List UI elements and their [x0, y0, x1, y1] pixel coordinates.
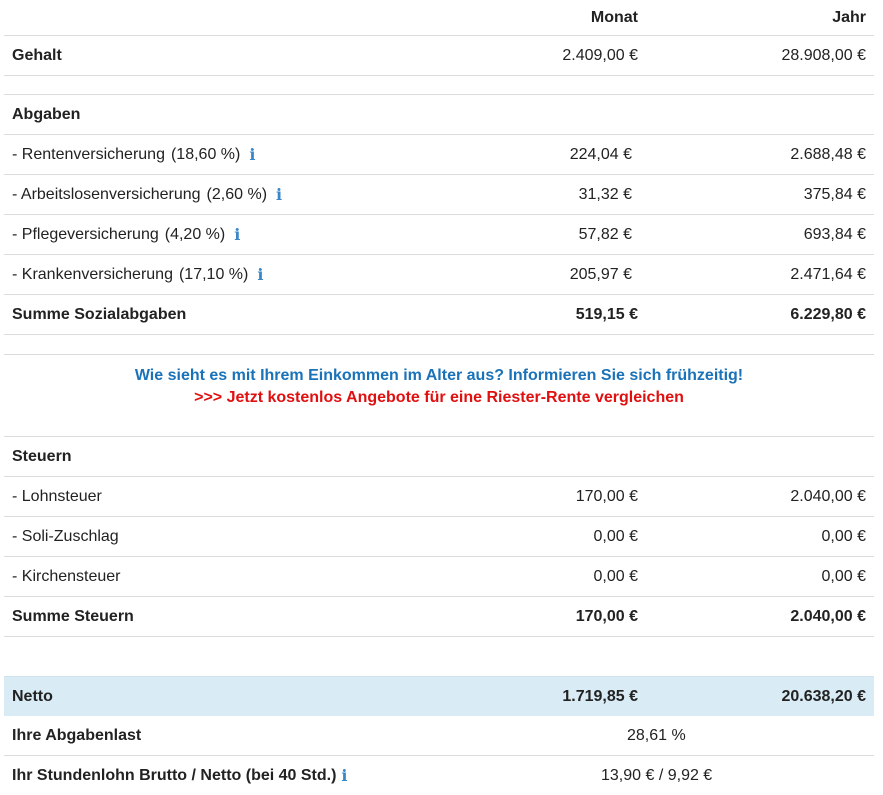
item-label: - Arbeitslosenversicherung	[12, 185, 201, 203]
item-jahr: 0,00 €	[821, 567, 866, 585]
item-monat: 31,32 €	[578, 185, 632, 203]
item-monat: 57,82 €	[578, 225, 632, 243]
item-jahr: 2.688,48 €	[790, 145, 866, 163]
info-icon[interactable]: i	[249, 145, 256, 164]
section-abgaben	[4, 96, 874, 135]
row-abgabenlast	[4, 716, 874, 756]
item-percent: (17,10 %)	[178, 265, 249, 283]
sum-jahr: 2.040,00 €	[790, 607, 866, 625]
sum-label: Summe Steuern	[12, 607, 134, 625]
item-jahr: 375,84 €	[803, 185, 866, 203]
spacer	[4, 335, 874, 355]
item-jahr: 2.040,00 €	[790, 487, 866, 505]
table-row	[4, 517, 874, 557]
row-summe-steuern	[4, 597, 874, 637]
item-percent: (2,60 %)	[206, 185, 268, 203]
item-percent: (18,60 %)	[170, 145, 241, 163]
stundenlohn-label: Ihr Stundenlohn Brutto / Netto (bei 40 Std.)	[12, 766, 337, 784]
item-jahr: 693,84 €	[803, 225, 866, 243]
item-monat: 224,04 €	[569, 145, 632, 163]
row-stundenlohn	[4, 756, 874, 795]
item-monat: 0,00 €	[593, 527, 638, 545]
info-icon[interactable]: i	[234, 225, 241, 244]
item-monat: 0,00 €	[593, 567, 638, 585]
riester-link[interactable]: >>> Jetzt kostenlos Angebote für eine Riester-Rente vergleichen	[194, 389, 684, 406]
item-jahr: 2.471,64 €	[790, 265, 866, 283]
item-percent: (4,20 %)	[164, 225, 226, 243]
spacer	[4, 420, 874, 437]
netto-jahr: 20.638,20 €	[781, 687, 866, 705]
table-row	[4, 255, 874, 295]
item-label: - Rentenversicherung	[12, 145, 165, 163]
abgabenlast-value: 28,61 %	[627, 726, 686, 744]
gehalt-label: Gehalt	[12, 46, 62, 64]
item-monat: 205,97 €	[569, 265, 632, 283]
netto-monat: 1.719,85 €	[562, 687, 638, 705]
info-icon[interactable]: i	[276, 185, 283, 204]
section-steuern	[4, 437, 874, 477]
item-label: - Lohnsteuer	[12, 487, 102, 505]
stundenlohn-value: 13,90 € / 9,92 €	[601, 766, 713, 784]
table-row	[4, 215, 874, 255]
info-icon[interactable]: i	[341, 766, 348, 785]
item-label: - Soli-Zuschlag	[12, 527, 119, 545]
promo-text: Wie sieht es mit Ihrem Einkommen im Alter aus? Informieren Sie sich frühzeitig!	[134, 367, 744, 384]
item-label: - Krankenversicherung	[12, 265, 173, 283]
table-row	[4, 557, 874, 597]
item-label: - Pflegeversicherung	[12, 225, 159, 243]
netto-label: Netto	[12, 687, 53, 705]
item-monat: 170,00 €	[575, 487, 638, 505]
abgabenlast-label: Ihre Abgabenlast	[12, 726, 142, 744]
sum-monat: 519,15 €	[575, 305, 638, 323]
sum-label: Summe Sozialabgaben	[12, 305, 187, 323]
steuern-title: Steuern	[12, 447, 72, 465]
header-monat: Monat	[590, 8, 638, 26]
table-row	[4, 477, 874, 517]
sum-monat: 170,00 €	[575, 607, 638, 625]
row-summe-sozialabgaben	[4, 295, 874, 335]
table-header	[4, 0, 874, 36]
row-netto	[4, 676, 874, 716]
abgaben-title: Abgaben	[12, 106, 81, 123]
gehalt-jahr: 28.908,00 €	[781, 46, 866, 64]
table-row	[4, 135, 874, 175]
table-row	[4, 175, 874, 215]
row-gehalt	[4, 36, 874, 76]
header-jahr: Jahr	[832, 8, 866, 26]
spacer	[4, 77, 874, 95]
sum-jahr: 6.229,80 €	[790, 305, 866, 323]
item-jahr: 0,00 €	[821, 527, 866, 545]
info-icon[interactable]: i	[257, 265, 264, 284]
gehalt-monat: 2.409,00 €	[562, 46, 638, 64]
item-label: - Kirchensteuer	[12, 567, 121, 585]
